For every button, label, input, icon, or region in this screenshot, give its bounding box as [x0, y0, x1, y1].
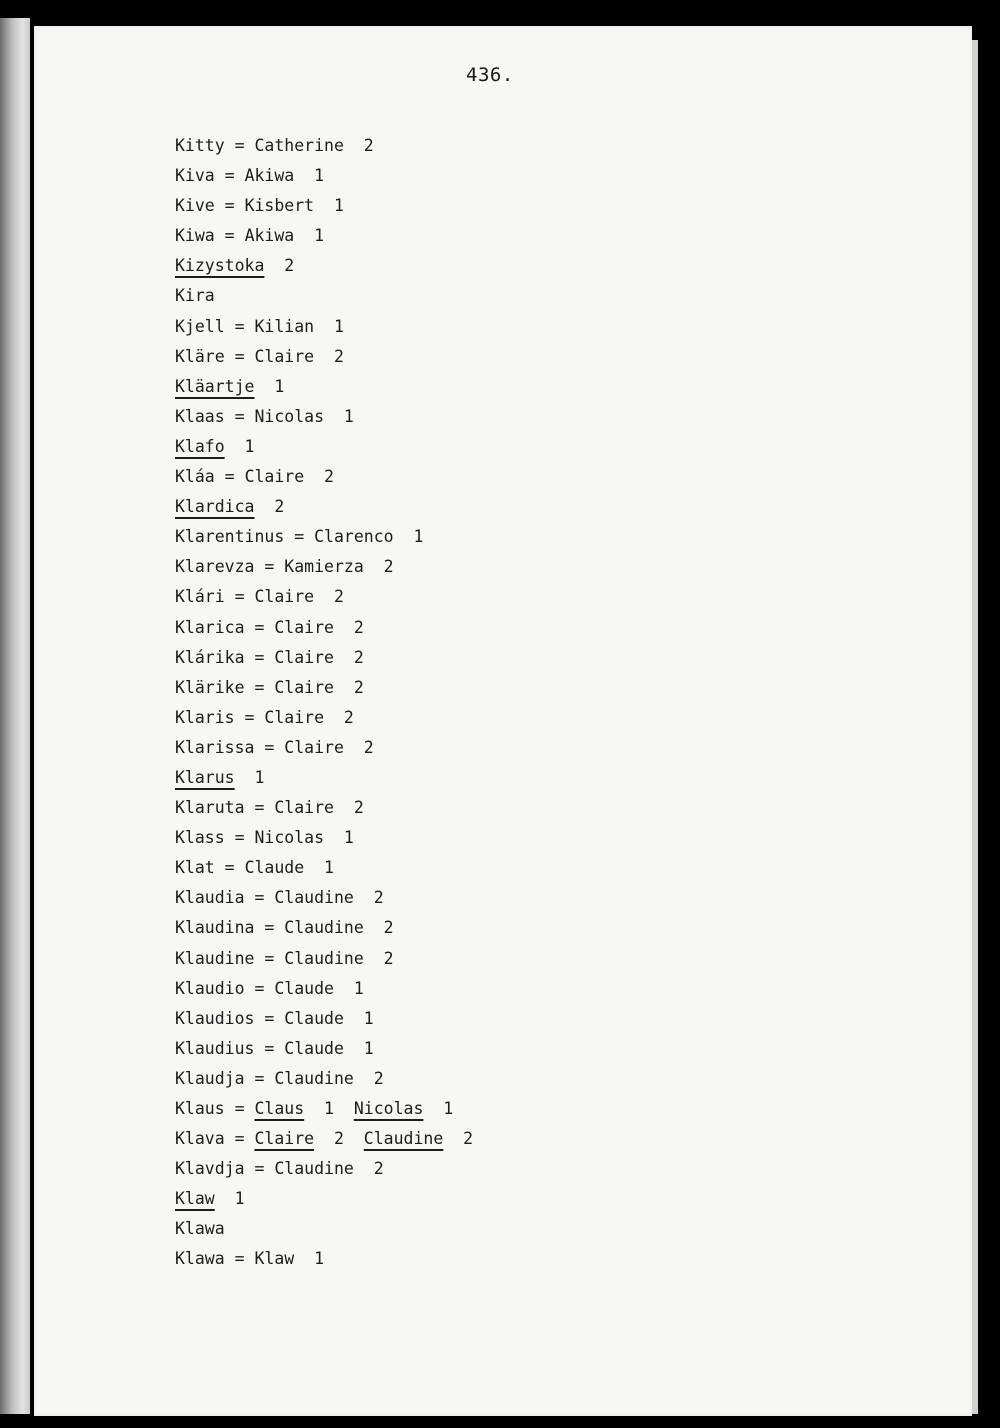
entry-name: Klarissa: [175, 737, 255, 757]
entry-name: Klaruta: [175, 798, 245, 818]
entry-name: Kizystoka: [175, 256, 265, 276]
index-entry: [175, 492, 473, 522]
entry-reference: Claudine: [284, 918, 364, 938]
entry-name: Klaris: [175, 707, 235, 727]
page-stack-edge: [972, 40, 978, 1414]
entry-reference: Claire: [274, 617, 334, 637]
entry-reference: Akiwa: [244, 226, 295, 246]
reference-count: 2: [333, 1129, 344, 1149]
index-entry: Klaas = Nicolas 1: [175, 406, 354, 426]
entry-reference: Claude: [274, 978, 334, 998]
reference-count: 1: [333, 196, 344, 216]
entry-reference: Claire: [274, 798, 334, 818]
entry-reference: Claudine: [284, 948, 364, 968]
index-entry: Klaudios = Claude 1: [175, 1008, 374, 1028]
entry-name: Klärike: [175, 677, 245, 697]
entry-reference: Akiwa: [244, 166, 295, 186]
index-entry: Klass = Nicolas 1: [175, 828, 354, 848]
reference-count: 2: [353, 677, 364, 697]
entry-count: 2: [274, 497, 285, 517]
index-entry: Klaudius = Claude 1: [175, 1038, 374, 1058]
reference-count: 2: [383, 557, 394, 577]
reference-count: 1: [333, 316, 344, 336]
entry-reference: Clarenco: [314, 527, 394, 547]
index-entry: Kive = Kisbert 1: [175, 196, 344, 216]
index-entry: Klarissa = Claire 2: [175, 737, 374, 757]
reference-count: 2: [333, 587, 344, 607]
reference-count: 2: [343, 707, 354, 727]
index-entry: [175, 372, 473, 402]
entry-reference: Claire: [264, 707, 325, 727]
entry-name: Klass: [175, 828, 225, 848]
reference-count: 1: [324, 858, 334, 878]
entry-reference: Klaw: [254, 1249, 295, 1269]
entry-count: 1: [234, 1189, 245, 1209]
reference-count: 2: [373, 1068, 384, 1088]
reference-count: 2: [463, 1129, 474, 1149]
entry-reference: Kamierza: [284, 557, 364, 577]
entry-reference: Claire: [284, 737, 344, 757]
entry-reference: Claire: [274, 677, 334, 697]
index-entry: Klárika = Claire 2: [175, 647, 364, 667]
entry-name: Klaudius: [175, 1038, 255, 1058]
reference-count: 1: [314, 1249, 325, 1269]
reference-count: 2: [373, 1159, 384, 1179]
index-entry: Kiwa = Akiwa 1: [175, 226, 325, 246]
index-entry: Kiva = Akiwa 1: [175, 166, 325, 186]
entry-reference: Nicolas: [254, 828, 325, 848]
entry-name: Kitty: [175, 136, 225, 155]
index-entry: Klaris = Claire 2: [175, 707, 354, 727]
entry-reference: Claudine: [274, 888, 354, 908]
entry-name: Kira: [175, 286, 215, 306]
entry-name: Kjell: [175, 316, 225, 336]
index-entry: Klaudja = Claudine 2: [175, 1068, 384, 1088]
reference-count: 2: [373, 888, 384, 908]
entry-reference: Nicolas: [353, 1099, 424, 1118]
index-entry: Klarica = Claire 2: [175, 617, 364, 637]
entry-reference: Claus: [254, 1099, 305, 1118]
reference-count: 1: [363, 1038, 374, 1058]
name-index-list: [175, 131, 473, 1275]
index-entry: [175, 432, 473, 462]
entry-count: 1: [274, 376, 285, 396]
index-entry: [175, 281, 473, 311]
entry-reference: Catherine: [254, 136, 344, 155]
entry-reference: Claudine: [363, 1129, 444, 1149]
reference-count: 2: [383, 948, 394, 968]
entry-name: Kive: [175, 196, 215, 216]
reference-count: 1: [353, 978, 364, 998]
entry-count: 1: [254, 767, 265, 787]
index-entry: Klaudine = Claudine 2: [175, 948, 394, 968]
entry-name: Klafo: [175, 436, 225, 456]
reference-count: 1: [343, 406, 354, 426]
index-entry: Klári = Claire 2: [175, 587, 344, 607]
entry-name: Klaudja: [175, 1068, 245, 1088]
entry-name: Kläartje: [175, 376, 255, 396]
reference-count: 2: [333, 346, 344, 366]
reference-count: 2: [353, 647, 364, 667]
entry-reference: Claire: [244, 467, 305, 487]
entry-name: Kläre: [175, 346, 225, 366]
reference-count: 2: [353, 617, 364, 637]
entry-reference: Claude: [244, 858, 305, 878]
entry-name: Kláa: [175, 467, 215, 487]
entry-name: Klaudia: [175, 888, 245, 908]
index-entry: [175, 763, 473, 793]
reference-count: 2: [363, 737, 374, 757]
entry-name: Kiwa: [175, 226, 215, 246]
index-entry: [175, 1214, 473, 1244]
entry-name: Klat: [175, 858, 215, 878]
entry-name: Klardica: [175, 497, 255, 517]
index-entry: Klaruta = Claire 2: [175, 798, 364, 818]
index-entry: Klärike = Claire 2: [175, 677, 364, 697]
entry-name: Klaudios: [175, 1008, 255, 1028]
index-entry: Klaudia = Claudine 2: [175, 888, 384, 908]
entry-name: Klava: [175, 1129, 225, 1149]
entry-name: Klaas: [175, 406, 225, 426]
index-entry: Klawa = Klaw 1: [175, 1249, 325, 1269]
entry-reference: Claudine: [274, 1068, 354, 1088]
index-entry: Kitty = Catherine 2: [175, 136, 374, 155]
reference-count: 1: [343, 828, 354, 848]
entry-reference: Kisbert: [244, 196, 315, 216]
entry-name: Klaudine: [175, 948, 255, 968]
reference-count: 2: [353, 798, 364, 818]
entry-name: Klarus: [175, 767, 235, 787]
entry-name: Klawa: [175, 1219, 225, 1239]
index-entry: Klaus = Claus 1 Nicolas 1: [175, 1099, 454, 1118]
entry-name: Klaw: [175, 1189, 215, 1209]
entry-name: Klarevza: [175, 557, 255, 577]
reference-count: 1: [443, 1099, 454, 1118]
entry-reference: Claire: [254, 1129, 315, 1149]
reference-count: 1: [314, 166, 325, 186]
entry-name: Klavdja: [175, 1159, 245, 1179]
index-entry: [175, 1184, 473, 1214]
entry-reference: Claude: [284, 1008, 344, 1028]
entry-reference: Claudine: [274, 1159, 354, 1179]
entry-reference: Claire: [254, 587, 315, 607]
index-entry: Klat = Claude 1: [175, 858, 334, 878]
entry-reference: Claire: [254, 346, 315, 366]
document-page: [34, 26, 972, 1416]
reference-count: 1: [363, 1008, 374, 1028]
index-entry: Klarevza = Kamierza 2: [175, 557, 394, 577]
index-entry: Klaudio = Claude 1: [175, 978, 364, 998]
adjacent-page-edge: [0, 18, 30, 1414]
reference-count: 1: [413, 527, 424, 547]
entry-name: Klarica: [175, 617, 245, 637]
entry-name: Klári: [175, 587, 225, 607]
reference-count: 2: [324, 467, 334, 487]
entry-name: Klaudio: [175, 978, 245, 998]
reference-count: 2: [383, 918, 394, 938]
entry-count: 2: [284, 256, 295, 276]
entry-name: Klaudina: [175, 918, 255, 938]
entry-name: Klawa: [175, 1249, 225, 1269]
entry-reference: Nicolas: [254, 406, 325, 426]
index-entry: [175, 251, 473, 281]
index-entry: Klarentinus = Clarenco 1: [175, 527, 424, 547]
index-entry: Klavdja = Claudine 2: [175, 1159, 384, 1179]
reference-count: 2: [363, 136, 374, 155]
index-entry: Kjell = Kilian 1: [175, 316, 344, 336]
entry-count: 1: [244, 436, 255, 456]
index-entry: Klaudina = Claudine 2: [175, 918, 394, 938]
index-entry: Klava = Claire 2 Claudine 2: [175, 1129, 474, 1149]
entry-reference: Kilian: [254, 316, 315, 336]
entry-name: Kiva: [175, 166, 215, 186]
entry-name: Klarentinus: [175, 527, 285, 547]
entry-reference: Claire: [274, 647, 334, 667]
reference-count: 1: [314, 226, 325, 246]
index-entry: Kláa = Claire 2: [175, 467, 334, 487]
reference-count: 1: [324, 1099, 334, 1118]
index-entry: Kläre = Claire 2: [175, 346, 344, 366]
page-number: 436.: [466, 64, 514, 86]
entry-reference: Claude: [284, 1038, 344, 1058]
entry-name: Klárika: [175, 647, 245, 667]
entry-name: Klaus: [175, 1099, 225, 1118]
